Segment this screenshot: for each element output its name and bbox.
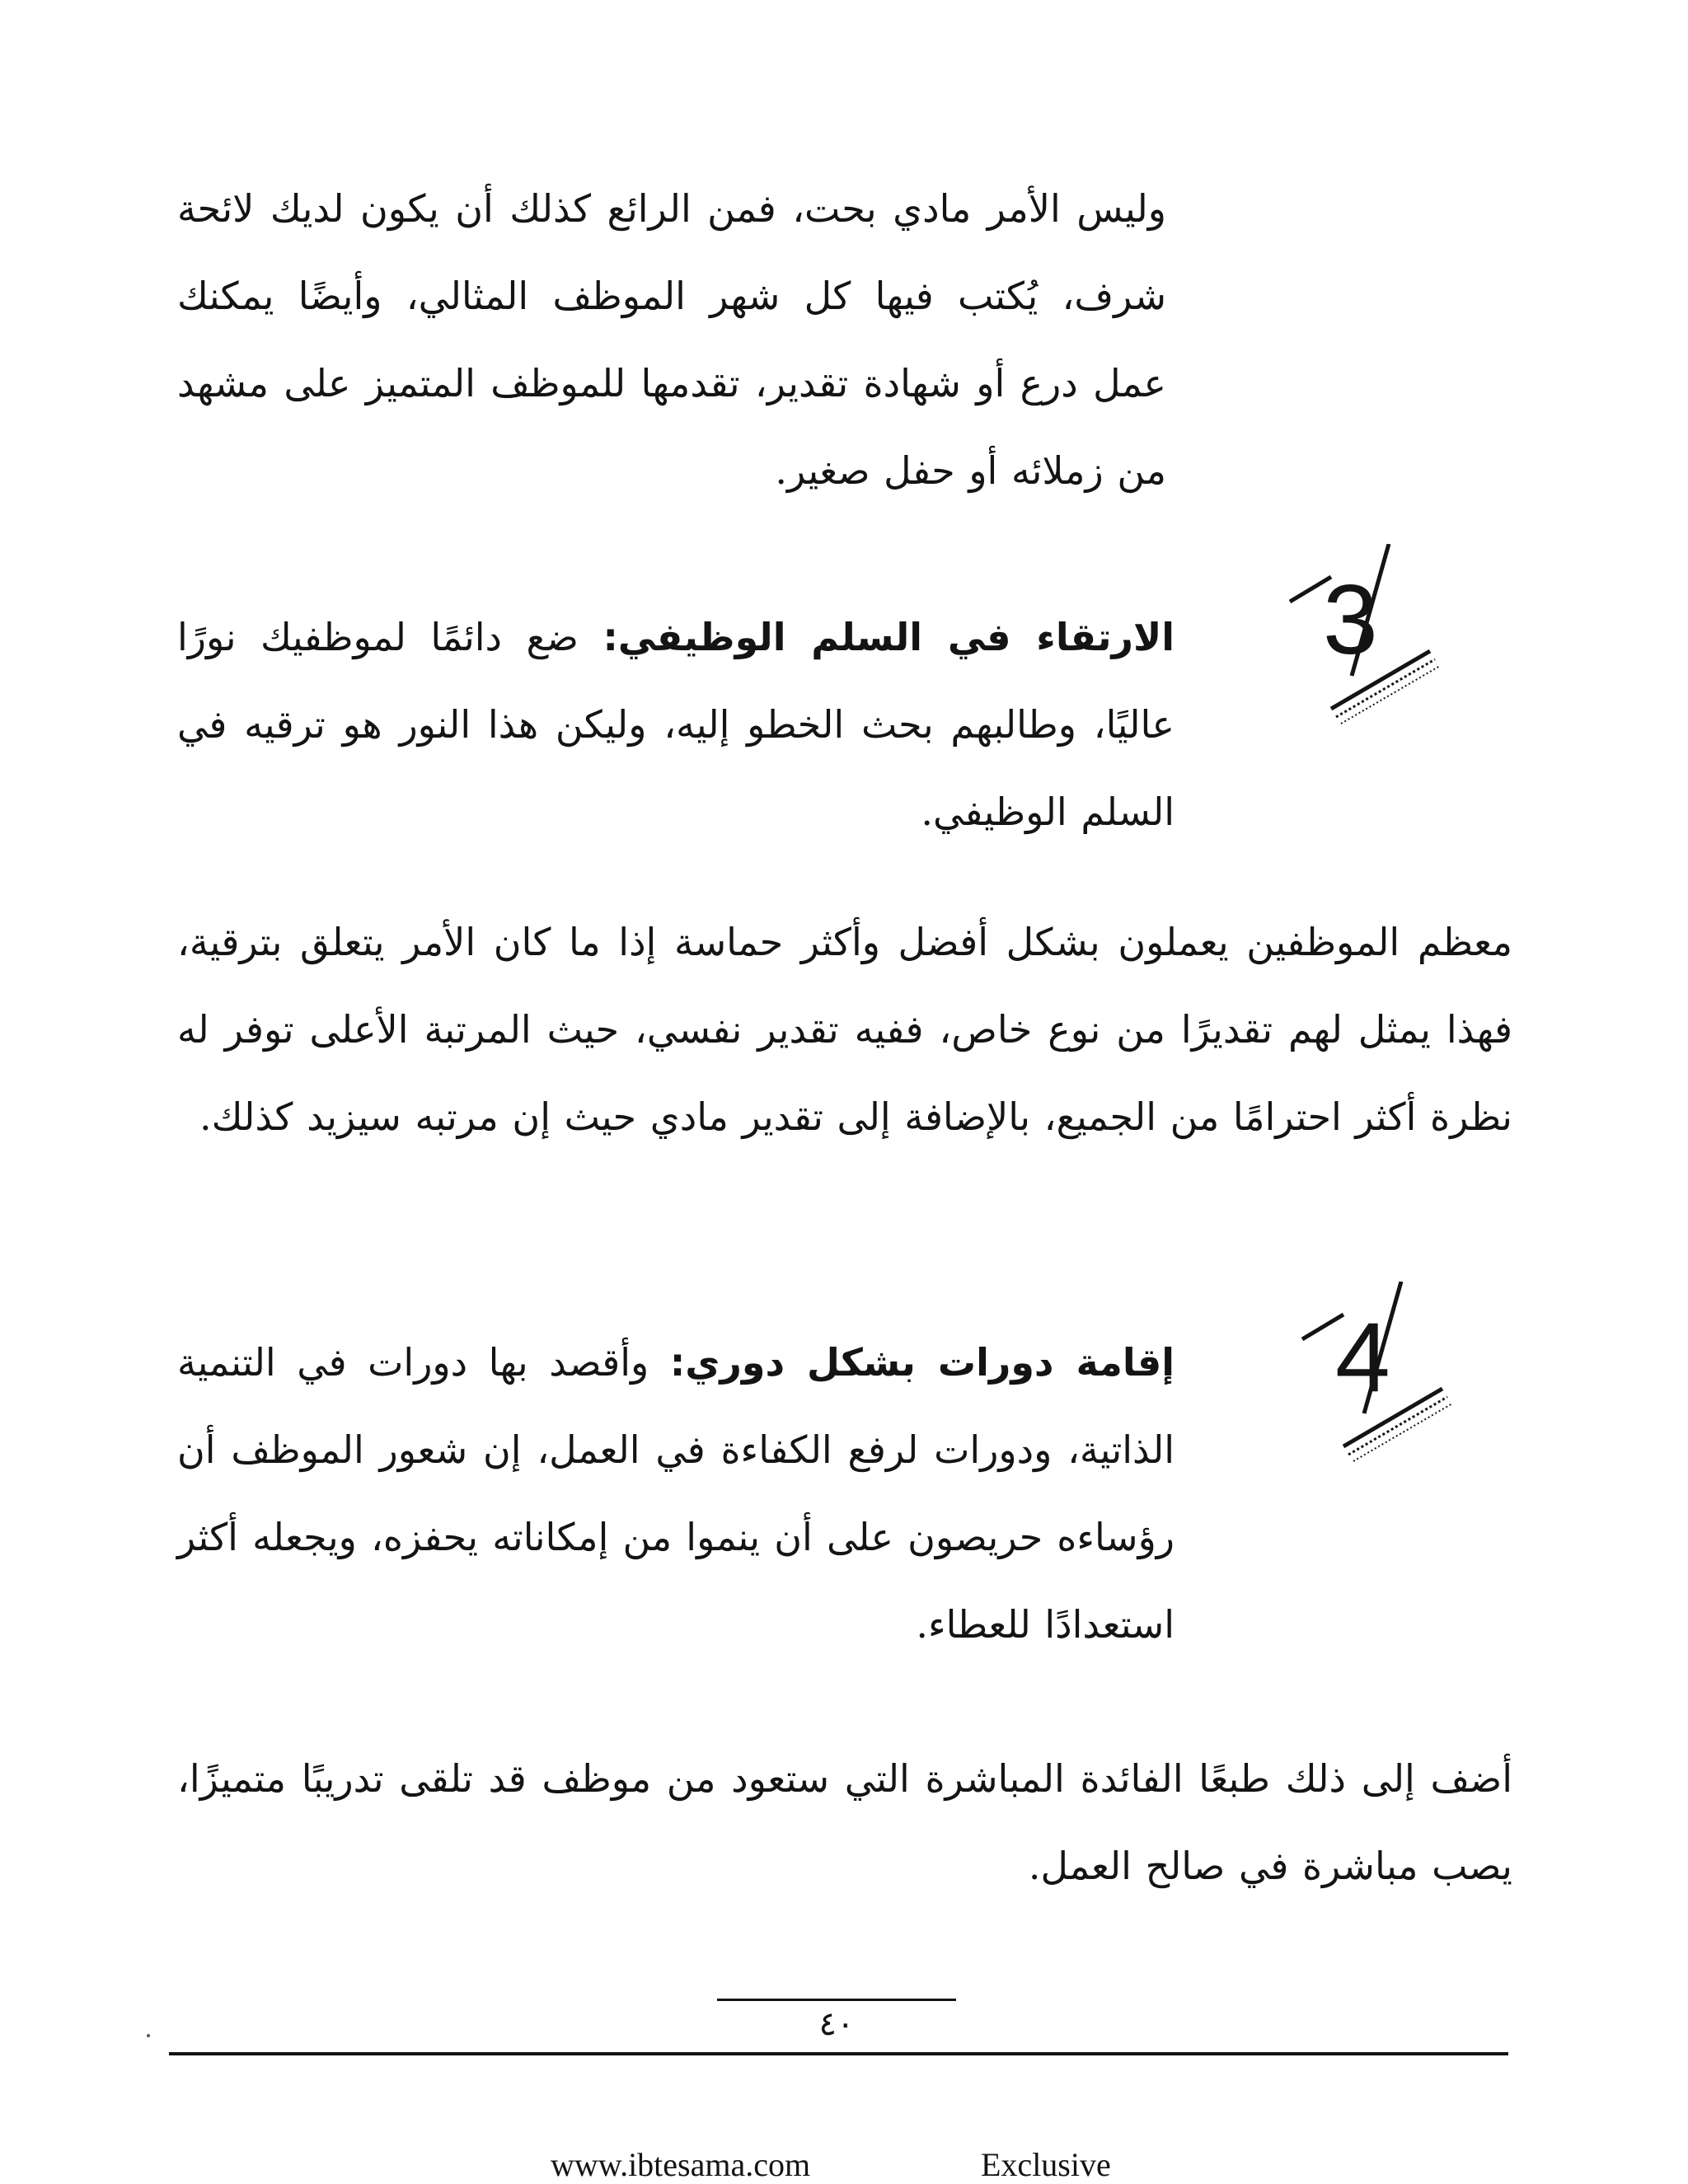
item-3-paragraph [177, 593, 1175, 855]
scan-speck [147, 2034, 150, 2037]
item-4-heading: إقامة دورات بشكل دوري: [669, 1340, 1175, 1385]
footer-exclusive-label: Exclusive [981, 2146, 1111, 2183]
item-number: 3 [1323, 565, 1378, 675]
footer-rule [169, 2052, 1508, 2055]
item-number: 4 [1335, 1302, 1390, 1413]
page-number: ٤٠ [818, 2005, 855, 2043]
item-3-heading: الارتقاء في السلم الوظيفي: [603, 615, 1175, 659]
item-4-paragraph [177, 1319, 1175, 1668]
intro-paragraph: وليس الأمر مادي بحت، فمن الرائع كذلك أن يكون لديك لائحة شرف، يُكتب فيها كل شهر الموظف المثالي، وأيضًا يمكنك عمل درع أو شهادة تقدير، تقدمها للموظف المتميز على مشهد من زملائه أو حفل صغير. [177, 186, 1166, 493]
item-4-text: وأقصد بها دورات في التنمية الذاتية، ودورات لرفع الكفاءة في العمل، إن شعور الموظف أن رؤساءه حريصون على أن ينموا من إمكاناته يحفزه، ويجعله أكثر استعدادًا للعطاء. [177, 1340, 1175, 1647]
middle-paragraph: معظم الموظفين يعملون بشكل أفضل وأكثر حماسة إذا ما كان الأمر يتعلق بترقية، فهذا يمثل لهم تقديرًا من نوع خاص، ففيه تقدير نفسي، حيث المرتبة الأعلى توفر له نظرة أكثر احترامًا من الجميع، بالإضافة إلى تقدير مادي حيث إن مرتبه سيزيد كذلك. [177, 920, 1512, 1139]
footer-website-link[interactable]: www.ibtesama.com [551, 2146, 811, 2183]
closing-paragraph: أضف إلى ذلك طبعًا الفائدة المباشرة التي ستعود من موظف قد تلقى تدريبًا متميزًا، يصب مباشرة في صالح العمل. [177, 1756, 1512, 1888]
item-number-badge-4 [1294, 1282, 1459, 1463]
item-number-badge-3 [1282, 544, 1447, 725]
item-3-text: ضع دائمًا لموظفيك نورًا عاليًا، وطالبهم بحث الخطو إليه، وليكن هذا النور هو ترقيه في السلم الوظيفي. [177, 615, 1175, 834]
